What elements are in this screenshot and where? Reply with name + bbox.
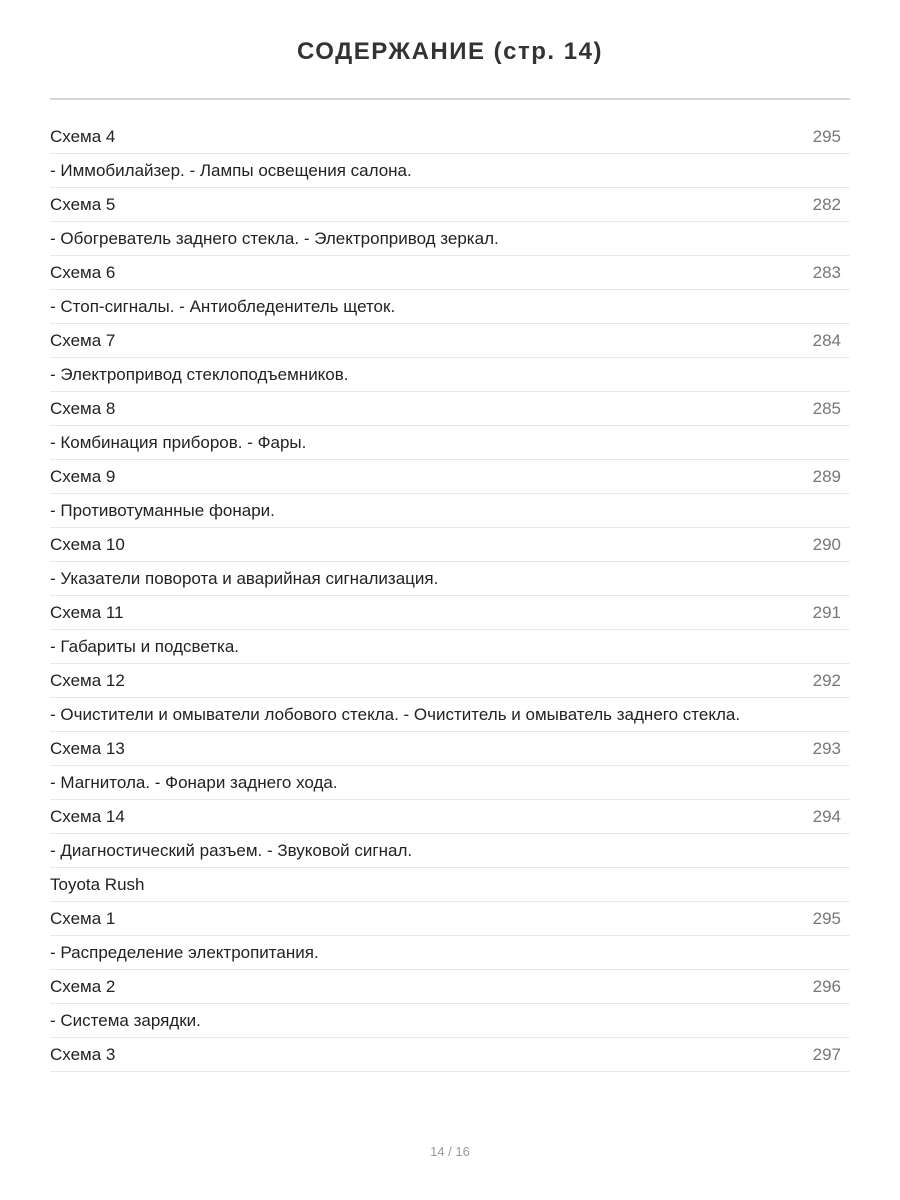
toc-entry-text: Toyota Rush xyxy=(50,875,145,894)
toc-entry-text: Схема 4 xyxy=(50,127,116,146)
toc-row[interactable] xyxy=(50,902,850,936)
toc-page-number: 293 xyxy=(812,739,841,758)
toc-entry-text: Схема 13 xyxy=(50,739,125,758)
toc-page-number: 289 xyxy=(812,467,841,486)
toc-row[interactable] xyxy=(50,630,850,664)
pagination-indicator: 14 / 16 xyxy=(430,1144,470,1159)
toc-entry-text: - Указатели поворота и аварийная сигнализация. xyxy=(50,569,439,588)
toc-row[interactable] xyxy=(50,324,850,358)
toc-row[interactable] xyxy=(50,426,850,460)
toc-entry-text: - Обогреватель заднего стекла. - Электропривод зеркал. xyxy=(50,229,499,248)
toc-row[interactable] xyxy=(50,834,850,868)
toc-page-number: 290 xyxy=(812,535,841,554)
toc-section-heading[interactable] xyxy=(50,868,850,902)
toc-entry-text: Схема 14 xyxy=(50,807,125,826)
toc-page-number: 284 xyxy=(812,331,841,350)
toc-entry-text: - Магнитола. - Фонари заднего хода. xyxy=(50,773,338,792)
toc-entry-text: - Очистители и омыватели лобового стекла. - Очиститель и омыватель заднего стекла. xyxy=(50,705,741,724)
toc-entry-text: - Диагностический разъем. - Звуковой сигнал. xyxy=(50,841,413,860)
toc-page-number: 282 xyxy=(812,195,841,214)
toc-row[interactable] xyxy=(50,154,850,188)
toc-page-number: 294 xyxy=(812,807,841,826)
toc-row[interactable] xyxy=(50,1038,850,1072)
toc-entry-text: - Электропривод стеклоподъемников. xyxy=(50,365,349,384)
toc-row[interactable] xyxy=(50,222,850,256)
toc-entry-text: Схема 6 xyxy=(50,263,116,282)
toc-page-number: 296 xyxy=(812,977,841,996)
toc-row[interactable] xyxy=(50,664,850,698)
toc-row[interactable] xyxy=(50,732,850,766)
toc-page-number: 285 xyxy=(812,399,841,418)
toc-entry-text: Схема 10 xyxy=(50,535,125,554)
toc-row[interactable] xyxy=(50,1004,850,1038)
toc-row[interactable] xyxy=(50,562,850,596)
toc-row[interactable] xyxy=(50,358,850,392)
toc-entry-text: - Стоп-сигналы. - Антиобледенитель щеток. xyxy=(50,297,396,316)
toc-page-number: 291 xyxy=(812,603,841,622)
toc-entry-text: Схема 8 xyxy=(50,399,116,418)
toc-row[interactable] xyxy=(50,766,850,800)
toc-entry-text: - Иммобилайзер. - Лампы освещения салона. xyxy=(50,161,412,180)
toc-row[interactable] xyxy=(50,392,850,426)
toc-page-number: 283 xyxy=(812,263,841,282)
toc-entry-text: - Противотуманные фонари. xyxy=(50,501,275,520)
toc-entry-text: Схема 11 xyxy=(50,603,124,622)
title-divider xyxy=(50,98,850,100)
toc-row[interactable] xyxy=(50,120,850,154)
toc-row[interactable] xyxy=(50,256,850,290)
toc-row[interactable] xyxy=(50,528,850,562)
toc-page-number: 295 xyxy=(812,909,841,928)
toc-entry-text: - Габариты и подсветка. xyxy=(50,637,240,656)
toc-page-number: 297 xyxy=(812,1045,841,1064)
toc-entry-text: Схема 5 xyxy=(50,195,116,214)
toc-row[interactable] xyxy=(50,460,850,494)
page-title: СОДЕРЖАНИЕ (стр. 14) xyxy=(297,38,603,65)
toc-row[interactable] xyxy=(50,494,850,528)
toc-entry-text: Схема 1 xyxy=(50,909,116,928)
toc-row[interactable] xyxy=(50,970,850,1004)
toc-entry-text: - Распределение электропитания. xyxy=(50,943,319,962)
toc-row[interactable] xyxy=(50,936,850,970)
toc-entry-text: Схема 3 xyxy=(50,1045,116,1064)
toc-row[interactable] xyxy=(50,698,850,732)
toc-entry-text: Схема 12 xyxy=(50,671,125,690)
toc-row[interactable] xyxy=(50,596,850,630)
toc-entry-text: - Система зарядки. xyxy=(50,1011,201,1030)
toc-row[interactable] xyxy=(50,800,850,834)
toc-entry-text: Схема 9 xyxy=(50,467,116,486)
toc-list xyxy=(50,120,850,1072)
toc-row[interactable] xyxy=(50,188,850,222)
toc-page-number: 295 xyxy=(812,127,841,146)
toc-entry-text: Схема 2 xyxy=(50,977,116,996)
toc-row[interactable] xyxy=(50,290,850,324)
toc-entry-text: - Комбинация приборов. - Фары. xyxy=(50,433,307,452)
toc-page-number: 292 xyxy=(812,671,841,690)
toc-entry-text: Схема 7 xyxy=(50,331,116,350)
